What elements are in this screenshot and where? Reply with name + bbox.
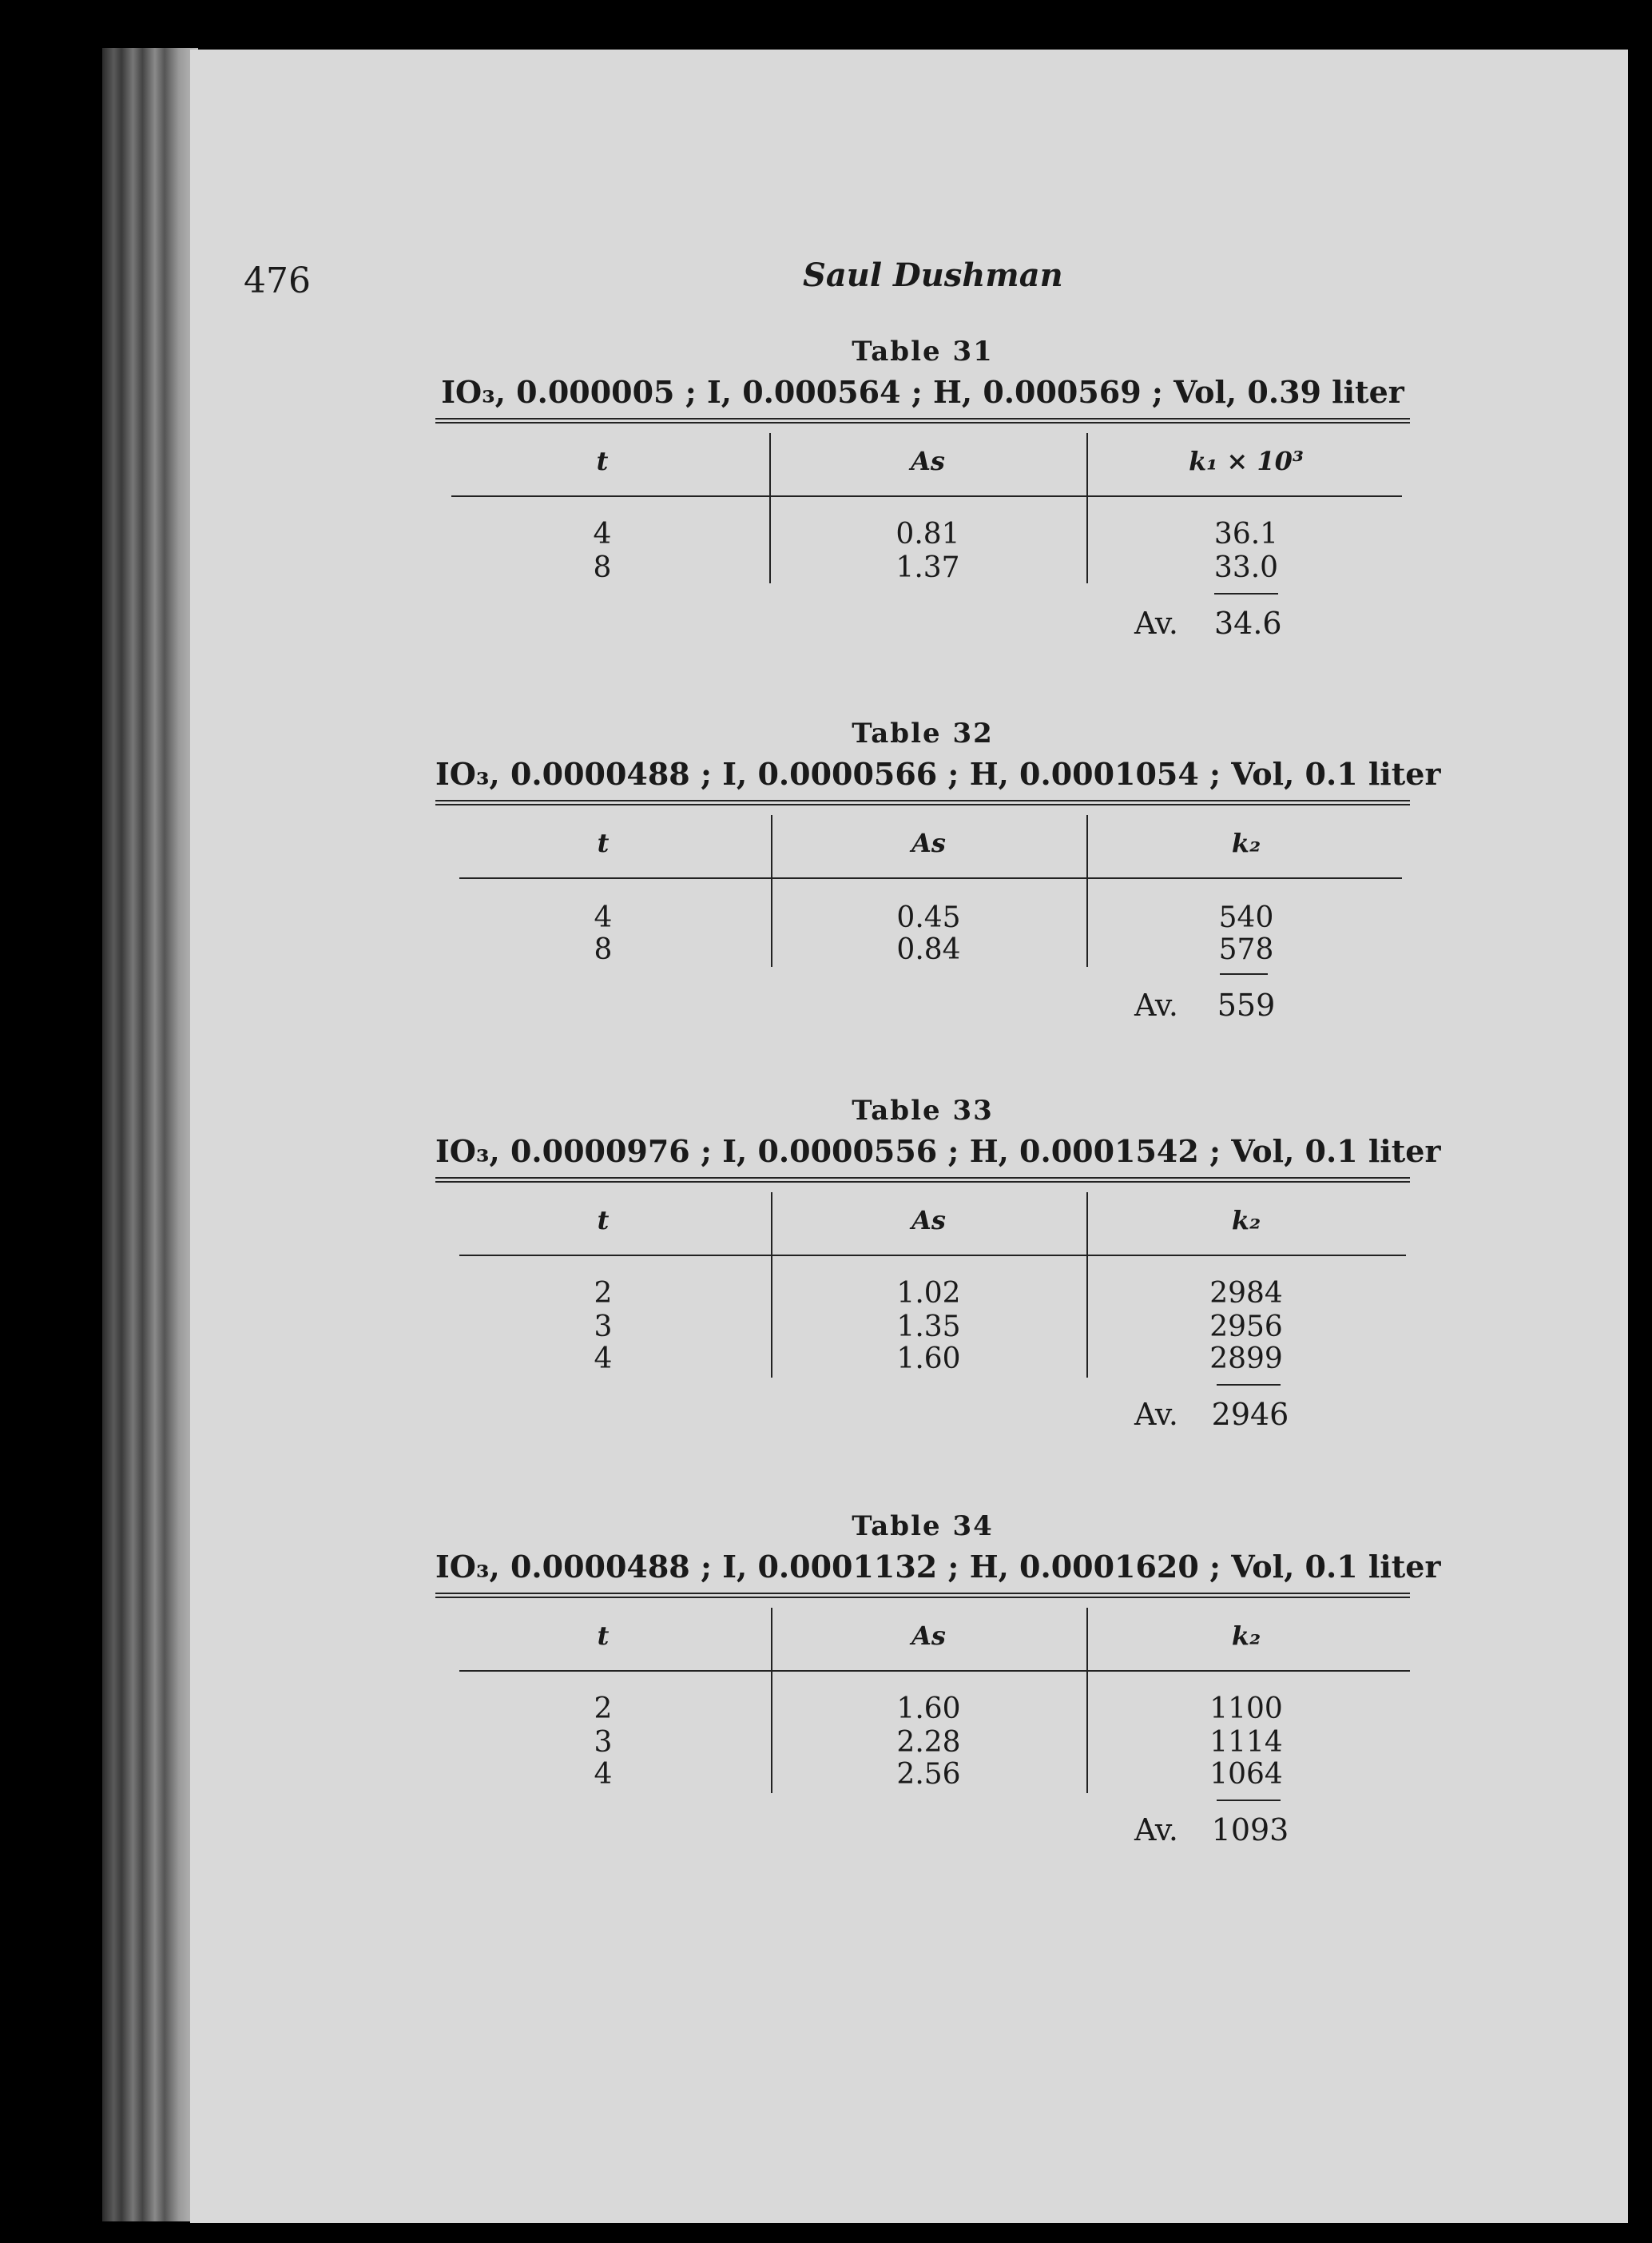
book-spine <box>102 48 198 2221</box>
header-rule <box>459 1670 1410 1672</box>
average-label: Av. <box>1134 988 1178 1023</box>
average-value: 1093 <box>1211 1812 1289 1847</box>
table-cell: 33.0 <box>1213 551 1279 584</box>
table-cell: 1.37 <box>895 551 960 584</box>
table-cell: 4 <box>594 901 613 934</box>
sum-rule <box>1214 593 1278 595</box>
table-cell: 36.1 <box>1213 518 1279 551</box>
column-header-k: k₂ <box>1231 1621 1261 1651</box>
table-cell: 1100 <box>1209 1692 1283 1725</box>
column-header-k: k₂ <box>1231 1205 1261 1235</box>
table-title: Table 31 <box>852 336 994 368</box>
average-label: Av. <box>1134 606 1178 641</box>
header-rule <box>451 495 1402 497</box>
table-conditions: IO₃, 0.000005 ; I, 0.000564 ; H, 0.000569 ; Vol, 0.39 liter <box>441 374 1404 410</box>
table-cell: 2956 <box>1209 1310 1283 1343</box>
table-32 <box>435 718 1441 1045</box>
table-cell: 4 <box>594 1342 613 1375</box>
sum-rule <box>1217 1800 1281 1801</box>
column-header-as: As <box>911 1621 946 1651</box>
table-cell: 2.56 <box>896 1758 961 1791</box>
table-31 <box>435 336 1410 663</box>
table-cell: 1.60 <box>896 1342 961 1375</box>
table-cell: 2984 <box>1209 1277 1283 1310</box>
table-cell: 4 <box>593 518 612 551</box>
column-header-k: k₂ <box>1231 828 1261 858</box>
table-cell: 1.35 <box>896 1310 961 1343</box>
table-cell: 2 <box>594 1692 613 1725</box>
table-cell: 1.60 <box>896 1692 961 1725</box>
header-rule <box>459 1255 1406 1256</box>
column-header-k: k₁ × 10³ <box>1189 446 1304 476</box>
table-title: Table 34 <box>852 1510 994 1542</box>
table-cell: 2.28 <box>896 1726 961 1759</box>
table-cell: 0.81 <box>895 518 960 551</box>
table-cell: 578 <box>1218 933 1274 966</box>
running-head-author: Saul Dushman <box>803 257 1063 294</box>
sum-rule <box>1217 1384 1281 1386</box>
table-cell: 1.02 <box>896 1277 961 1310</box>
table-cell: 3 <box>594 1726 613 1759</box>
table-33 <box>435 1095 1441 1454</box>
table-cell: 0.45 <box>896 901 961 934</box>
column-header-t: t <box>597 828 610 858</box>
average-label: Av. <box>1134 1812 1178 1847</box>
table-cell: 3 <box>594 1310 613 1343</box>
table-cell: 8 <box>594 933 613 966</box>
average-label: Av. <box>1134 1397 1178 1432</box>
average-value: 559 <box>1217 988 1276 1023</box>
table-cell: 540 <box>1218 901 1274 934</box>
table-cell: 0.84 <box>896 933 961 966</box>
table-cell: 1064 <box>1209 1758 1283 1791</box>
column-header-as: As <box>911 828 946 858</box>
table-top-rule <box>435 800 1410 805</box>
running-head <box>244 213 1442 301</box>
table-top-rule <box>435 418 1410 424</box>
table-conditions: IO₃, 0.0000488 ; I, 0.0001132 ; H, 0.0001620 ; Vol, 0.1 liter <box>435 1549 1441 1585</box>
table-title: Table 33 <box>852 1095 994 1127</box>
table-top-rule <box>435 1593 1410 1598</box>
table-cell: 1114 <box>1209 1726 1283 1759</box>
table-title: Table 32 <box>852 718 994 750</box>
header-rule <box>459 877 1402 879</box>
table-conditions: IO₃, 0.0000976 ; I, 0.0000556 ; H, 0.0001542 ; Vol, 0.1 liter <box>435 1133 1441 1169</box>
column-header-t: t <box>596 446 609 476</box>
table-cell: 2899 <box>1209 1342 1283 1375</box>
table-34 <box>435 1510 1441 1870</box>
column-header-as: As <box>911 1205 946 1235</box>
sum-rule <box>1220 973 1268 975</box>
table-cell: 2 <box>594 1277 613 1310</box>
table-top-rule <box>435 1177 1410 1183</box>
column-header-t: t <box>597 1205 610 1235</box>
average-value: 2946 <box>1211 1397 1289 1432</box>
table-cell: 8 <box>593 551 612 584</box>
table-cell: 4 <box>594 1758 613 1791</box>
page-number: 476 <box>244 260 311 301</box>
table-conditions: IO₃, 0.0000488 ; I, 0.0000566 ; H, 0.0001054 ; Vol, 0.1 liter <box>435 756 1441 792</box>
average-value: 34.6 <box>1214 606 1282 641</box>
column-header-t: t <box>597 1621 610 1651</box>
column-header-as: As <box>911 446 945 476</box>
